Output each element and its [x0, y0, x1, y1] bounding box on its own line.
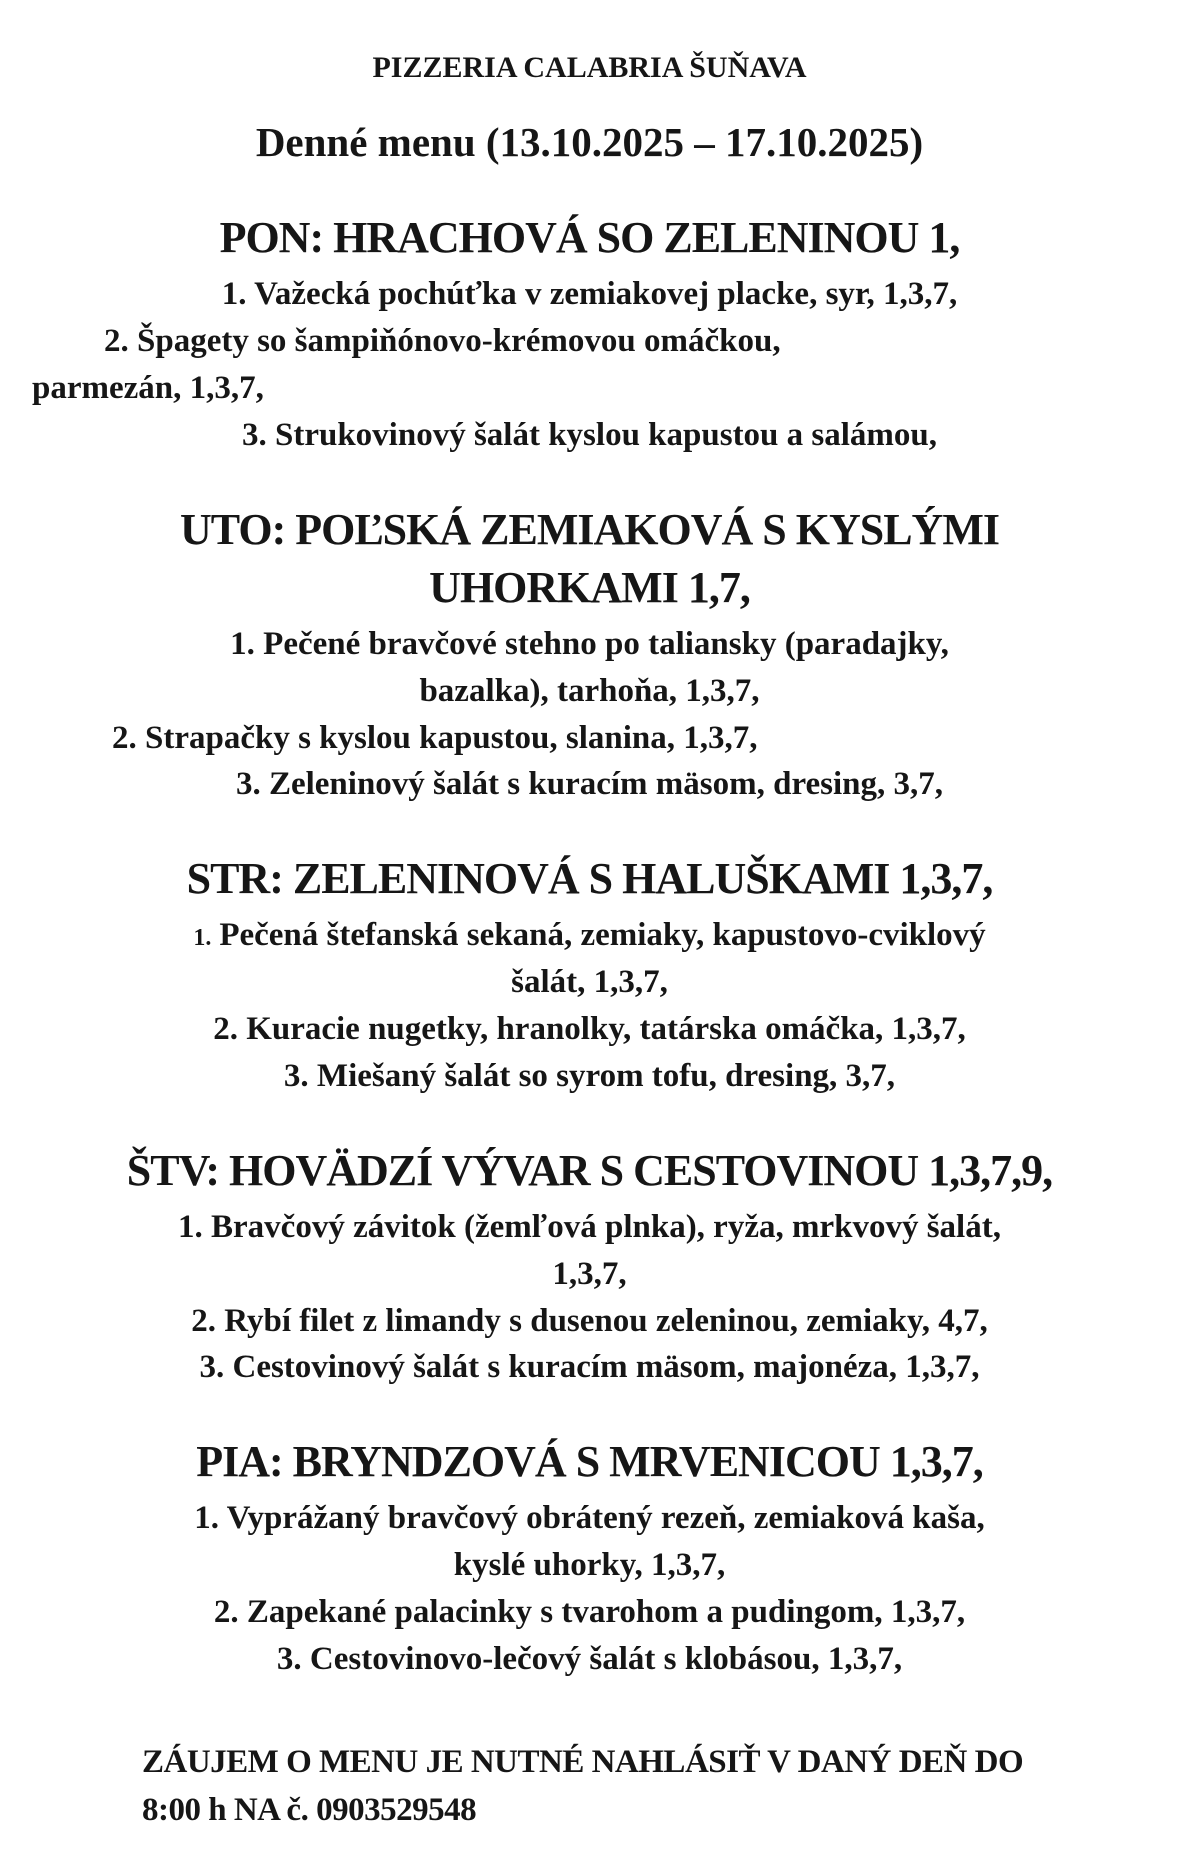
menu-item: [24, 1204, 1155, 1298]
menu-item-line: parmezán, 1,3,7,: [32, 369, 264, 406]
menu-item-line: 1. Vyprážaný bravčový obrátený rezeň, zemiaková kaša,: [194, 1500, 985, 1537]
day-section-pia: [24, 1433, 1155, 1683]
menu-item-line: 3. Zeleninový šalát s kuracím mäsom, dresing, 3,7,: [235, 766, 944, 803]
day-heading-uto: [24, 501, 1155, 617]
day-heading-pon: [24, 209, 1155, 267]
menu-item: [24, 1589, 1155, 1636]
menu-item-line: 1. Pečené bravčové stehno po taliansky (paradajky,: [230, 625, 949, 662]
menu-item-line: 1. Pečená štefanská sekaná, zemiaky, kapustovo-cviklový: [193, 917, 986, 954]
menu-item: [24, 318, 1155, 412]
menu-item: [24, 1006, 1155, 1053]
menu-item: [24, 271, 1155, 318]
menu-item-line: 2. Kuracie nugetky, hranolky, tatárska omáčka, 1,3,7,: [213, 1011, 966, 1048]
day-heading-pia: [24, 1433, 1155, 1491]
footer-line-2: 8:00 h NA č. 0903529548: [142, 1791, 477, 1828]
menu-item-line: 2. Špagety so šampiňónovo-krémovou omáčkou,: [104, 323, 781, 360]
menu-item-line: 1. Važecká pochúťka v zemiakovej placke, syr, 1,3,7,: [221, 276, 958, 313]
day-heading-line: UHORKAMI 1,7,: [429, 562, 750, 612]
menu-item: [24, 412, 1155, 459]
day-section-stv: [24, 1142, 1155, 1392]
day-heading-line: UTO: POĽSKÁ ZEMIAKOVÁ S KYSLÝMI: [180, 504, 999, 554]
menu-item: [24, 1053, 1155, 1100]
menu-item: [24, 1344, 1155, 1391]
footer-note: [24, 1739, 1155, 1835]
menu-item: [24, 1636, 1155, 1683]
menu-item-line: bazalka), tarhoňa, 1,3,7,: [419, 672, 760, 709]
menu-item: [24, 715, 1155, 762]
day-section-uto: [24, 501, 1155, 809]
item-number-small: 1.: [193, 925, 212, 952]
menu-item-line: 3. Cestovinovo-lečový šalát s klobásou, 1,3,7,: [276, 1640, 903, 1677]
day-heading-line: PIA: BRYNDZOVÁ S MRVENICOU 1,3,7,: [196, 1437, 983, 1487]
day-section-str: [24, 850, 1155, 1100]
menu-days: [24, 209, 1155, 1683]
menu-item-line: šalát, 1,3,7,: [511, 964, 668, 1001]
day-heading-stv: [24, 1142, 1155, 1200]
menu-item: [24, 1495, 1155, 1589]
menu-item: [24, 761, 1155, 808]
menu-item-line: 3. Miešaný šalát so syrom tofu, dresing, 3,7,: [283, 1057, 896, 1094]
menu-item-line: 2. Rybí filet z limandy s dusenou zeleninou, zemiaky, 4,7,: [191, 1302, 988, 1339]
day-section-pon: [24, 209, 1155, 459]
menu-item-line: 2. Strapačky s kyslou kapustou, slanina, 1,3,7,: [112, 719, 758, 756]
footer-line-1: ZÁUJEM O MENU JE NUTNÉ NAHLÁSIŤ V DANÝ DEŇ DO: [142, 1743, 1024, 1780]
menu-week-subtitle: Denné menu (13.10.2025 – 17.10.2025): [255, 119, 924, 165]
day-heading-line: PON: HRACHOVÁ SO ZELENINOU 1,: [219, 213, 960, 263]
menu-item-line: 1. Bravčový závitok (žemľová plnka), ryža, mrkvový šalát,: [178, 1208, 1001, 1245]
day-heading-line: ŠTV: HOVÄDZÍ VÝVAR S CESTOVINOU 1,3,7,9,: [126, 1145, 1053, 1195]
menu-item-line: 1,3,7,: [552, 1255, 627, 1292]
page-title: PIZZERIA CALABRIA ŠUŇAVA: [372, 51, 807, 84]
menu-item-line: kyslé uhorky, 1,3,7,: [453, 1547, 726, 1584]
day-heading-str: [24, 850, 1155, 908]
menu-item: [24, 912, 1155, 1006]
day-heading-line: STR: ZELENINOVÁ S HALUŠKAMI 1,3,7,: [186, 854, 993, 904]
menu-item-line: 3. Strukovinový šalát kyslou kapustou a salámou,: [241, 416, 938, 453]
menu-item: [24, 621, 1155, 715]
menu-item-line: 2. Zapekané palacinky s tvarohom a pudingom, 1,3,7,: [213, 1594, 966, 1631]
menu-item-line: 3. Cestovinový šalát s kuracím mäsom, majonéza, 1,3,7,: [199, 1349, 980, 1386]
menu-item: [24, 1298, 1155, 1345]
